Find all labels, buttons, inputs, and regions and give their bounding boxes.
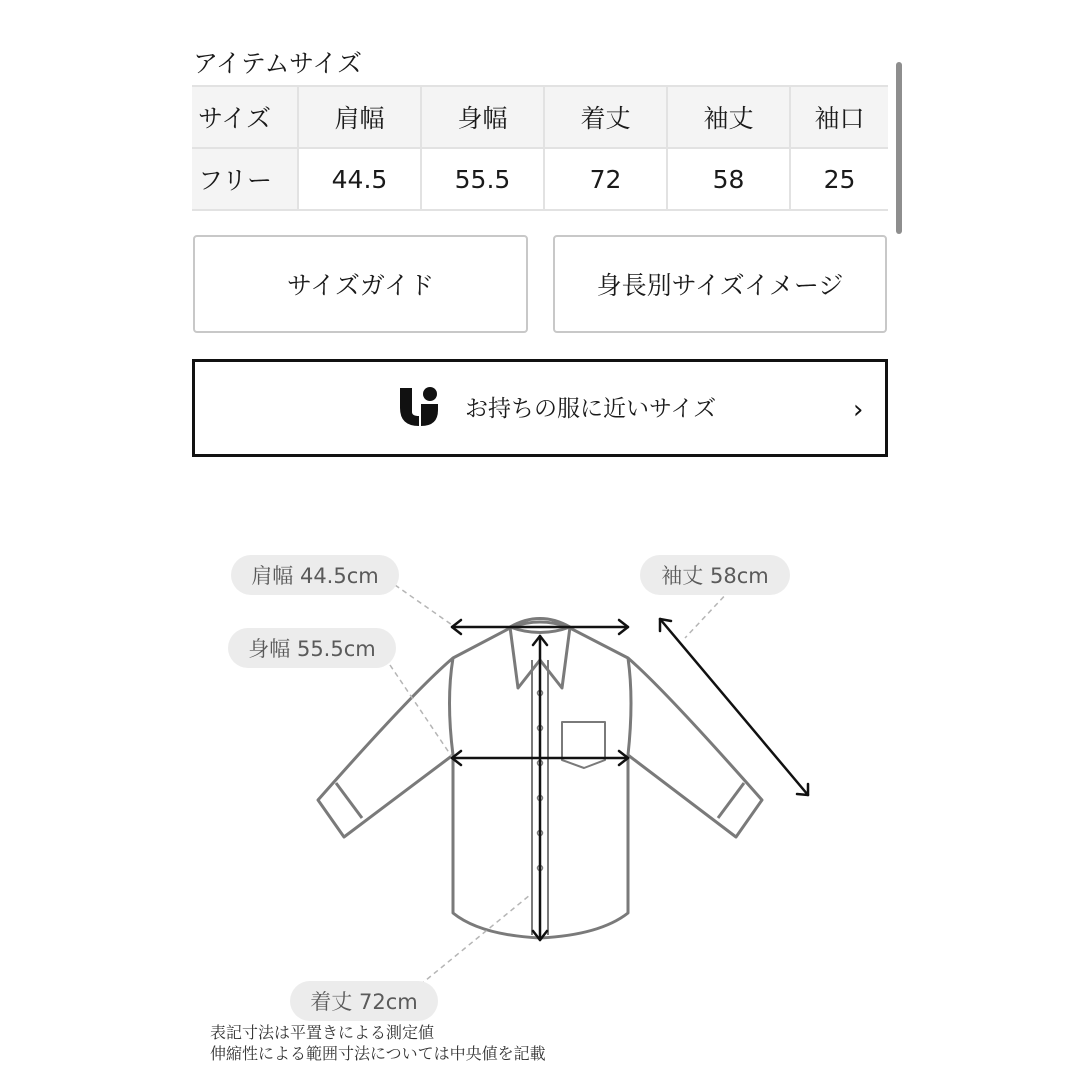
- table-cell: 72: [544, 148, 667, 210]
- measurement-note: 表記寸法は平置きによる測定値: [210, 1023, 435, 1042]
- chevron-right-icon: ›: [853, 395, 864, 425]
- table-header-row: [192, 86, 888, 148]
- scrollbar[interactable]: [896, 62, 902, 234]
- header-cell: 袖丈: [667, 86, 790, 148]
- shoulder-width-label: 肩幅 44.5cm: [231, 555, 399, 595]
- size-guide-button[interactable]: サイズガイド: [193, 235, 528, 333]
- sleeve-length-label: 袖丈 58cm: [640, 555, 790, 595]
- similar-size-label: お持ちの服に近いサイズ: [465, 396, 717, 422]
- table-row: [192, 148, 888, 210]
- header-cell: 肩幅: [298, 86, 421, 148]
- table-cell: 55.5: [421, 148, 544, 210]
- header-cell: 着丈: [544, 86, 667, 148]
- size-name-cell: フリー: [192, 148, 298, 210]
- brand-logo-icon: [398, 386, 440, 428]
- size-table: [192, 85, 888, 211]
- table-cell: 25: [790, 148, 888, 210]
- header-cell: 袖口: [790, 86, 888, 148]
- header-cell: サイズ: [192, 86, 298, 148]
- similar-size-button[interactable]: [192, 359, 888, 457]
- section-title: アイテムサイズ: [193, 49, 363, 78]
- body-length-label: 着丈 72cm: [290, 981, 438, 1021]
- measurement-note: 伸縮性による範囲寸法については中央値を記載: [210, 1044, 546, 1063]
- shirt-outline-icon: [318, 619, 762, 939]
- table-cell: 44.5: [298, 148, 421, 210]
- height-size-image-button[interactable]: 身長別サイズイメージ: [553, 235, 887, 333]
- header-cell: 身幅: [421, 86, 544, 148]
- body-width-label: 身幅 55.5cm: [228, 628, 396, 668]
- table-cell: 58: [667, 148, 790, 210]
